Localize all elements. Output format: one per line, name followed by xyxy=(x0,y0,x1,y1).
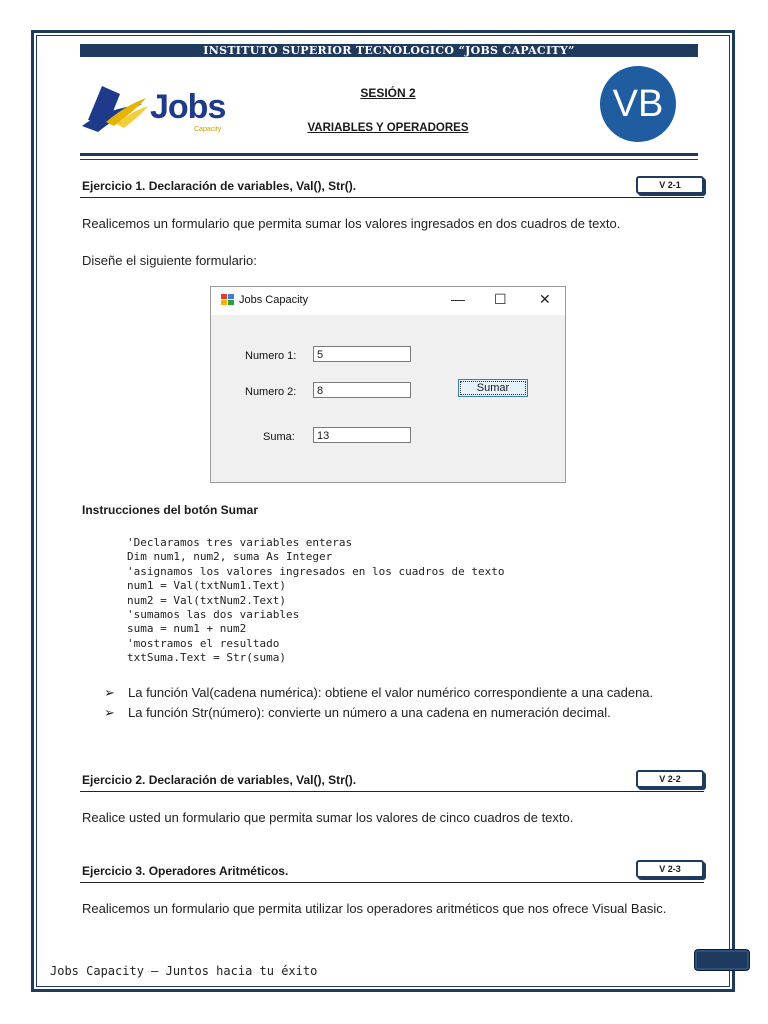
form-window xyxy=(210,286,566,483)
sumar-button[interactable]: Sumar xyxy=(458,379,528,397)
header-rule-thick xyxy=(80,153,698,156)
bullet-list xyxy=(104,684,684,723)
logo-word: Jobs xyxy=(150,88,226,126)
exercise2-paragraph: Realice usted un formulario que permita sumar los valores de cinco cuadros de texto. xyxy=(82,810,574,825)
exercise2-badge: V 2-2 xyxy=(636,770,704,788)
jobs-logo xyxy=(80,82,230,137)
suma-input[interactable]: 13 xyxy=(313,427,411,443)
window-title: Jobs Capacity xyxy=(239,294,309,306)
logo-sub: Capacity xyxy=(194,126,222,133)
exercise1-title: Ejercicio 1. Declaración de variables, Val(), Str(). xyxy=(82,179,357,193)
institute-banner: INSTITUTO SUPERIOR TECNOLOGICO “JOBS CAPACITY” xyxy=(80,44,698,57)
numero1-label: Numero 1: xyxy=(245,350,297,362)
exercise3-badge: V 2-3 xyxy=(636,860,704,878)
arrow-bullet-icon: ➢ xyxy=(104,685,115,700)
minimize-icon[interactable]: — xyxy=(451,291,465,307)
close-icon[interactable]: ✕ xyxy=(539,291,551,307)
numero2-input[interactable]: 8 xyxy=(313,382,411,398)
exercise1-badge: V 2-1 xyxy=(636,176,704,194)
session-title: SESIÓN 2 xyxy=(360,86,416,100)
page-number-badge xyxy=(694,949,750,971)
exercise3-title: Ejercicio 3. Operadores Aritméticos. xyxy=(82,864,289,878)
numero1-input[interactable]: 5 xyxy=(313,346,411,362)
topic-title: VARIABLES Y OPERADORES xyxy=(307,122,469,134)
bullet-text: La función Val(cadena numérica): obtiene el valor numérico correspondiente a una cadena. xyxy=(128,685,654,700)
vb-logo: VB xyxy=(600,66,676,142)
exercise1-paragraph: Realicemos un formulario que permita sumar los valores ingresados en dos cuadros de texto. xyxy=(82,216,621,231)
maximize-icon[interactable]: ☐ xyxy=(494,291,507,307)
arrow-bullet-icon: ➢ xyxy=(104,704,115,720)
jobs-logo-icon xyxy=(80,82,150,137)
header-rule-thin xyxy=(80,159,698,160)
list-item xyxy=(104,684,684,702)
app-icon xyxy=(221,294,235,306)
exercise3-underline xyxy=(80,882,704,883)
suma-label: Suma: xyxy=(263,431,295,443)
exercise3-paragraph: Realicemos un formulario que permita utilizar los operadores aritméticos que nos ofrece Visual Basic. xyxy=(82,901,667,916)
window-titlebar xyxy=(211,287,565,315)
exercise2-title: Ejercicio 2. Declaración de variables, Val(), Str(). xyxy=(82,773,357,787)
bullet-text: La función Str(número): convierte un número a una cadena en numeración decimal. xyxy=(128,704,611,720)
exercise1-instruction: Diseñe el siguiente formulario: xyxy=(82,253,257,268)
footer-text: Jobs Capacity – Juntos hacia tu éxito xyxy=(50,964,318,978)
instructions-title: Instrucciones del botón Sumar xyxy=(82,503,259,517)
exercise2-underline xyxy=(80,791,704,792)
exercise1-underline xyxy=(80,197,704,198)
list-item xyxy=(104,704,684,722)
code-block: 'Declaramos tres variables enteras Dim num1, num2, suma As Integer 'asignamos los valores ingresados en los cuadros de texto num1 = Val(txtNum1.Text) num2 = Val(txtNum2.Text) 'sumamos las dos variables suma = num1 + num2 'mostramos el resultado txtSuma.Text = Str(suma) xyxy=(127,536,505,665)
numero2-label: Numero 2: xyxy=(245,386,297,398)
